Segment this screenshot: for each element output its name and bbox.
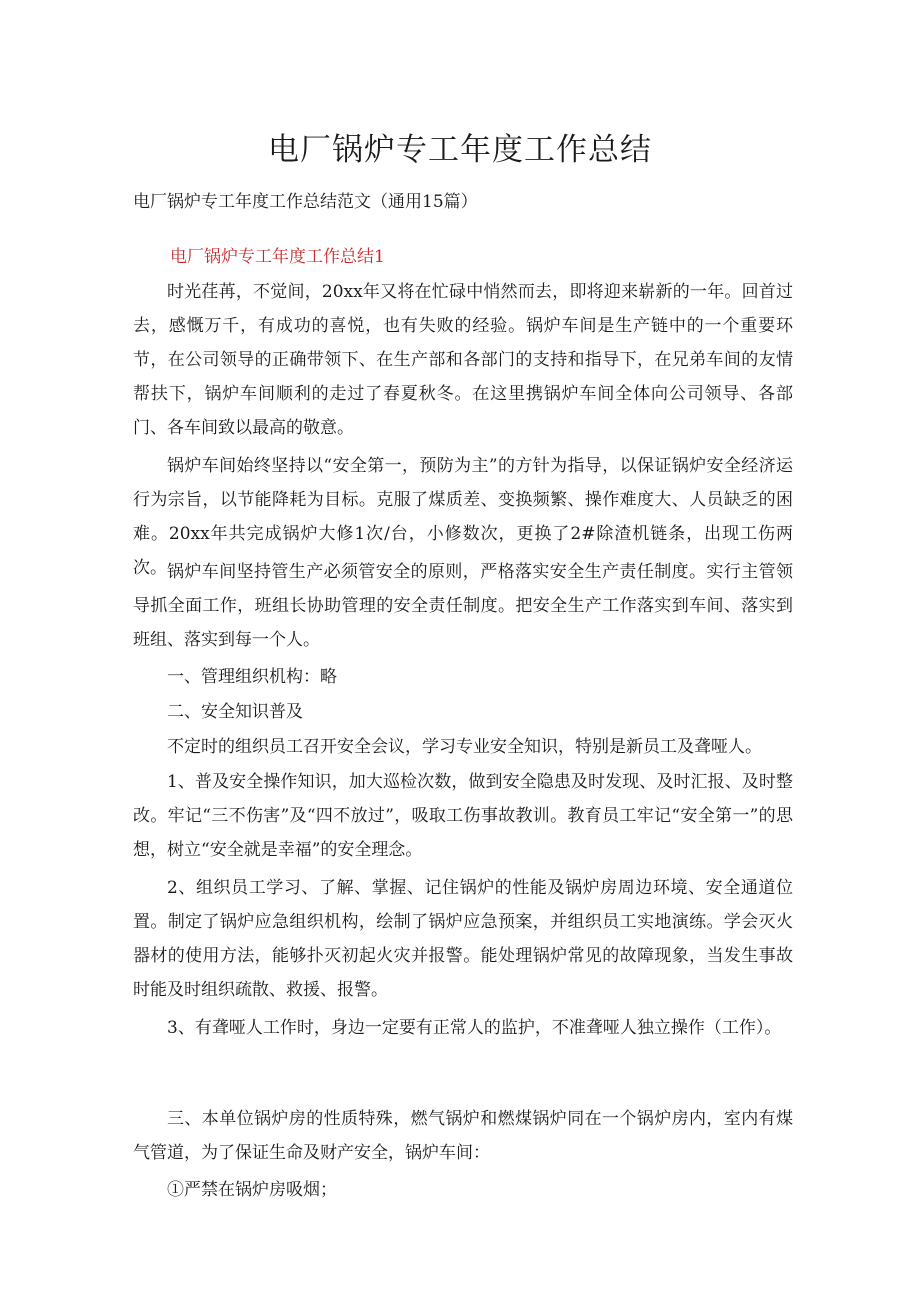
paragraph-item-1: 1、普及安全操作知识，加大巡检次数，做到安全隐患及时发现、及时汇报、及时整改。牢记“三不伤害”及“四不放过”，吸取工伤事故教训。教育员工牢记“安全第一”的思想，树立“安全就是幸福”的安全理念。 <box>133 772 793 860</box>
paragraph-section-3: 三、本单位锅炉房的性质特殊，燃气锅炉和燃煤锅炉同在一个锅炉房内，室内有煤气管道，为了保证生命及财产安全，锅炉车间： <box>133 1109 793 1163</box>
paragraph-safety-heading: 二、安全知识普及 <box>167 702 303 722</box>
paragraph-safety-meetings: 不定时的组织员工召开安全会议，学习专业安全知识，特别是新员工及聋哑人。 <box>167 737 762 757</box>
document-subtitle: 电厂锅炉专工年度工作总结范文（通用15篇） <box>133 192 478 212</box>
paragraph-responsibility: 锅炉车间坚持管生产必须管安全的原则，严格落实安全生产责任制度。实行主管领导抓全面工作，班组长协助管理的安全责任制度。把安全生产工作落实到车间、落实到班组、落实到每一个人。 <box>133 562 793 650</box>
paragraph-rule-1: ①严禁在锅炉房吸烟； <box>167 1180 337 1200</box>
paragraph-policy: 锅炉车间始终坚持以“安全第一，预防为主”的方针为指导，以保证锅炉安全经济运行为宗旨，以节能降耗为目标。克服了煤质差、变换频繁、操作难度大、人员缺乏的困难。20xx年共完成锅炉大修1次/台，小修数次，更换了2#除渣机链条，出现工伤两次。 <box>133 456 793 578</box>
paragraph-item-3: 3、有聋哑人工作时，身边一定要有正常人的监护，不准聋哑人独立操作（工作）。 <box>167 1018 782 1038</box>
section-heading: 电厂锅炉专工年度工作总结1 <box>170 247 385 267</box>
paragraph-item-2: 2、组织员工学习、了解、掌握、记住锅炉的性能及锅炉房周边环境、安全通道位置。制定了锅炉应急组织机构，绘制了锅炉应急预案，并组织员工实地演练。学会灭火器材的使用方法，能够扑灭初起火灾并报警。能处理锅炉常见的故障现象，当发生事故时能及时组织疏散、救援、报警。 <box>133 878 793 1000</box>
document-title: 电厂锅炉专工年度工作总结 <box>268 132 652 168</box>
paragraph-intro: 时光荏苒，不觉间，20xx年又将在忙碌中悄然而去，即将迎来崭新的一年。回首过去，感慨万千，有成功的喜悦，也有失败的经验。锅炉车间是生产链中的一个重要环节，在公司领导的正确带领下、在生产部和各部门的支持和指导下，在兄弟车间的友情帮扶下，锅炉车间顺利的走过了春夏秋冬。在这里携锅炉车间全体向公司领导、各部门、各车间致以最高的敬意。 <box>133 282 793 438</box>
paragraph-org-structure: 一、管理组织机构：略 <box>167 667 337 687</box>
